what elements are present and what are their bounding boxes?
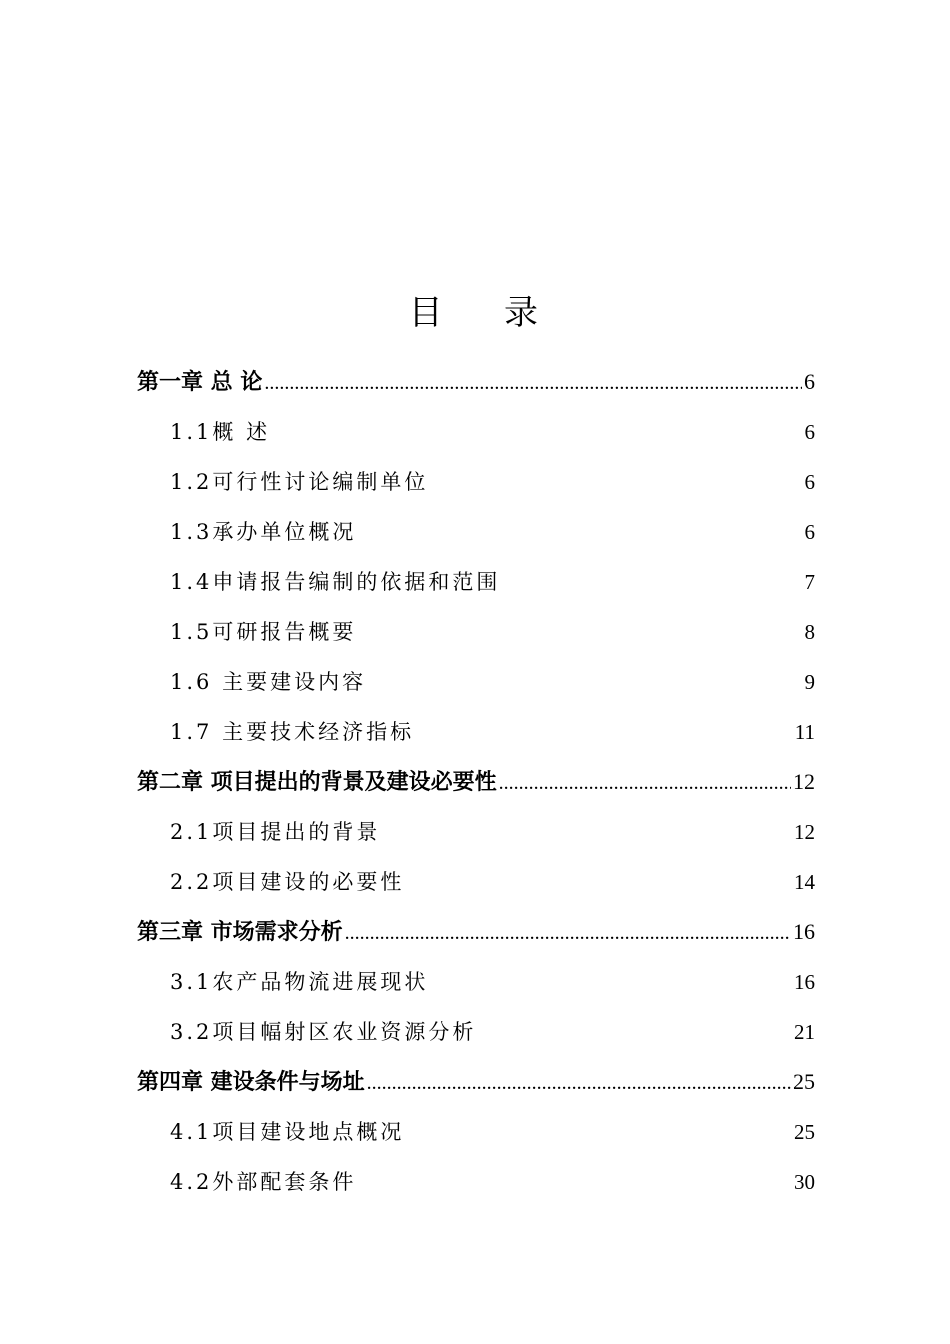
toc-entry-section[interactable]	[0, 557, 950, 607]
toc-entry-page: 25	[794, 1120, 815, 1144]
toc-entry-chapter[interactable]	[0, 357, 950, 407]
toc-entry-label: 第一章 总 论	[137, 370, 263, 395]
toc-entry-page: 6	[804, 470, 815, 494]
toc-title-right: 录	[504, 293, 542, 333]
toc-entry-section[interactable]	[0, 1007, 950, 1057]
toc-entry-label: 3.1农产品物流进展现状	[170, 970, 429, 994]
toc-entry-section[interactable]	[0, 957, 950, 1007]
dot-leader	[345, 908, 791, 958]
toc-entry-page: 30	[794, 1170, 815, 1194]
toc-entry-label: 4.1项目建设地点概况	[170, 1120, 405, 1144]
toc-entry-page: 21	[794, 1020, 815, 1044]
toc-entry-label: 第三章 市场需求分析	[137, 920, 343, 945]
toc-entry-page: 6	[804, 369, 815, 394]
toc-entry-page: 8	[804, 620, 815, 644]
toc-entry-label: 2.1项目提出的背景	[170, 820, 381, 844]
toc-entry-label: 1.6 主要建设内容	[170, 670, 367, 694]
toc-entry-label: 3.2项目幅射区农业资源分析	[170, 1020, 477, 1044]
toc-entry-chapter[interactable]	[0, 907, 950, 957]
dot-leader	[264, 358, 802, 408]
toc-title	[0, 285, 950, 334]
toc-entry-label: 1.3承办单位概况	[170, 520, 357, 544]
toc-list	[0, 357, 950, 1207]
toc-entry-label: 1.7 主要技术经济指标	[170, 720, 415, 744]
toc-entry-section[interactable]	[0, 507, 950, 557]
toc-entry-label: 1.5可研报告概要	[170, 620, 357, 644]
toc-entry-label: 4.2外部配套条件	[170, 1170, 357, 1194]
toc-entry-label: 第二章 项目提出的背景及建设必要性	[137, 770, 497, 795]
toc-entry-page: 6	[804, 420, 815, 444]
toc-entry-page: 12	[793, 769, 815, 794]
toc-entry-section[interactable]	[0, 707, 950, 757]
toc-entry-section[interactable]	[0, 1157, 950, 1207]
toc-entry-label: 1.4申请报告编制的依据和范围	[170, 570, 501, 594]
toc-entry-page: 16	[793, 919, 815, 944]
toc-entry-section[interactable]	[0, 407, 950, 457]
toc-entry-chapter[interactable]	[0, 1057, 950, 1107]
toc-entry-section[interactable]	[0, 657, 950, 707]
dot-leader	[367, 1058, 791, 1108]
toc-entry-section[interactable]	[0, 857, 950, 907]
toc-entry-label: 1.1概 述	[170, 420, 271, 444]
toc-entry-chapter[interactable]	[0, 757, 950, 807]
toc-entry-page: 12	[794, 820, 815, 844]
toc-entry-section[interactable]	[0, 1107, 950, 1157]
dot-leader	[499, 758, 791, 808]
toc-entry-page: 11	[794, 720, 815, 744]
toc-entry-section[interactable]	[0, 457, 950, 507]
toc-entry-page: 14	[794, 870, 815, 894]
toc-entry-section[interactable]	[0, 807, 950, 857]
toc-title-left: 目	[408, 293, 446, 333]
toc-entry-page: 7	[804, 570, 815, 594]
toc-entry-section[interactable]	[0, 607, 950, 657]
toc-entry-page: 25	[793, 1069, 815, 1094]
toc-entry-label: 第四章 建设条件与场址	[137, 1070, 365, 1095]
toc-entry-label: 2.2项目建设的必要性	[170, 870, 405, 894]
toc-entry-page: 16	[794, 970, 815, 994]
toc-entry-label: 1.2可行性讨论编制单位	[170, 470, 429, 494]
toc-entry-page: 6	[804, 520, 815, 544]
toc-entry-page: 9	[804, 670, 815, 694]
